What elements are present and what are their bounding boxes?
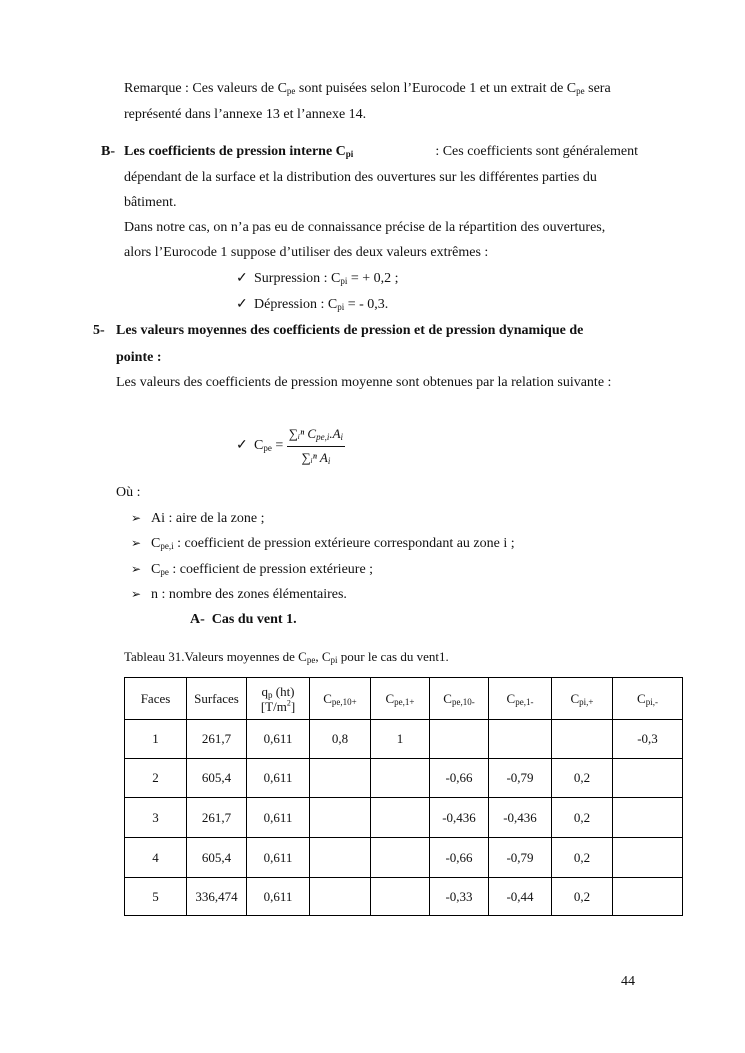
table-cell: [613, 838, 683, 878]
table-cell: 0,2: [552, 798, 613, 838]
table-cell: [310, 759, 371, 798]
table-caption: [124, 648, 449, 666]
formula-lhs-text: C: [254, 438, 264, 453]
table-cell: 261,7: [187, 798, 247, 838]
table-row: [125, 838, 683, 878]
check2-value: = - 0,3.: [344, 297, 389, 312]
formula: [236, 424, 345, 468]
table-cell: 2: [125, 759, 187, 798]
caption-text-a: Tableau 31.Valeurs moyennes de C: [124, 649, 307, 664]
bullet-item-4: [131, 585, 347, 604]
header-c: C: [506, 690, 516, 706]
table-cell: 3: [125, 798, 187, 838]
arrow-bullet-icon: ➢: [131, 511, 142, 525]
bullet-2-sub: pe,i: [160, 541, 174, 551]
formula-equals: =: [271, 438, 287, 453]
bullet-item-2: [131, 534, 515, 553]
formula-den-text: ∑ᵢⁿ A: [301, 450, 328, 465]
formula-num-text: ∑ᵢⁿ C: [288, 426, 317, 441]
header-qp-sub: p: [267, 689, 273, 700]
table-cell: 0,611: [247, 720, 310, 759]
header-c: C: [637, 690, 646, 706]
ou-label: Où :: [116, 485, 141, 500]
section-5-heading-line-2: pointe :: [116, 350, 162, 365]
section-b-line-3: bâtiment.: [124, 195, 177, 210]
caption-sub-1: pe: [306, 655, 316, 665]
table-cell: 0,2: [552, 759, 613, 798]
table-cell: -0,44: [489, 878, 552, 916]
bullet-item-1: [131, 509, 265, 528]
table-cell: -0,79: [489, 759, 552, 798]
table-cell: [310, 878, 371, 916]
section-b-line-1-rest: : Ces coefficients sont généralement: [435, 144, 638, 159]
checkmark-icon: ✓: [236, 271, 248, 286]
table-cell: 4: [125, 838, 187, 878]
table-cell: 605,4: [187, 838, 247, 878]
formula-numerator: [287, 424, 345, 447]
table-cell: 1: [125, 720, 187, 759]
table-cell: 0,611: [247, 759, 310, 798]
table-cell: 0,2: [552, 838, 613, 878]
arrow-bullet-icon: ➢: [131, 536, 142, 550]
table-cell: [310, 798, 371, 838]
table-cell: -0,436: [430, 798, 489, 838]
header-cpe10minus: [430, 678, 489, 720]
table-cell: [371, 838, 430, 878]
header-qp-close: ]: [290, 698, 296, 714]
table-cell: [430, 720, 489, 759]
section-b-heading: [124, 143, 353, 161]
table-row: [125, 759, 683, 798]
formula-den-sub: i: [327, 456, 331, 466]
formula-lhs: [254, 438, 287, 453]
table-cell: [613, 878, 683, 916]
header-cpe1plus: [371, 678, 430, 720]
section-5-marker: 5-: [93, 323, 105, 338]
caption-sub-2: pi: [330, 655, 338, 665]
check2-sub: pi: [337, 302, 345, 312]
check2-text: Dépression : C: [254, 297, 338, 312]
table-cell: -0,3: [613, 720, 683, 759]
formula-num-sub: pe,i: [316, 432, 330, 442]
subsection-a-heading: A- Cas du vent 1.: [190, 612, 297, 627]
check1-sub: pi: [340, 276, 348, 286]
header-sub: pe,1+: [394, 696, 415, 707]
check-item-surpression: [236, 270, 399, 288]
table-cell: [613, 798, 683, 838]
formula-fraction: [287, 424, 345, 468]
table-cell: 0,611: [247, 878, 310, 916]
table-cell: 0,611: [247, 838, 310, 878]
table-cell: [310, 838, 371, 878]
section-b-line-2: dépendant de la surface et la distribution des ouvertures sur les différentes parties du: [124, 170, 597, 185]
check1-text: Surpression : C: [254, 271, 341, 286]
header-cpiminus: [613, 678, 683, 720]
header-qp-text: q: [261, 683, 268, 699]
section-b-line-1: [124, 143, 638, 161]
table-cell: 0,8: [310, 720, 371, 759]
table-row: [125, 878, 683, 916]
section-5-heading-line-1: Les valeurs moyennes des coefficients de pression et de pression dynamique de: [116, 323, 584, 338]
table-cell: 5: [125, 878, 187, 916]
header-qp-ht: (ht): [272, 683, 295, 699]
table-cell: -0,66: [430, 838, 489, 878]
header-qp-unit: [T/m: [260, 698, 287, 714]
header-sub: pi,-: [645, 696, 658, 707]
caption-text-b: , C: [315, 649, 331, 664]
section-b-line-5: alors l’Eurocode 1 suppose d’utiliser des deux valeurs extrêmes :: [124, 245, 489, 260]
table-cell: 0,2: [552, 878, 613, 916]
formula-lhs-sub: pe: [263, 443, 272, 453]
header-cpe1minus: [489, 678, 552, 720]
values-table: [124, 677, 683, 916]
table-cell: 605,4: [187, 759, 247, 798]
check1-value: = + 0,2 ;: [347, 271, 399, 286]
section-b-heading-text: Les coefficients de pression interne C: [124, 144, 346, 159]
header-cpe10plus: [310, 678, 371, 720]
remarque-text-b: sont puisées selon l’Eurocode 1 et un extrait de C: [295, 81, 577, 96]
table-cell: 261,7: [187, 720, 247, 759]
header-c: C: [570, 690, 580, 706]
table-cell: -0,79: [489, 838, 552, 878]
bullet-item-3: [131, 560, 373, 579]
check-item-depression: [236, 296, 388, 314]
remarque-text-a: Remarque : Ces valeurs de C: [124, 81, 287, 96]
section-b-marker: B-: [101, 144, 115, 159]
formula-denominator: [301, 447, 330, 468]
remarque-sub-1: pe: [286, 86, 296, 96]
bullet-2-text: C: [151, 536, 161, 551]
arrow-bullet-icon: ➢: [131, 562, 142, 576]
table-row: [125, 798, 683, 838]
page-number: 44: [621, 974, 635, 989]
remarque-sub-2: pe: [576, 86, 585, 96]
header-c: C: [443, 690, 452, 706]
header-c: C: [385, 690, 395, 706]
remarque-line-2: représenté dans l’annexe 13 et l’annexe 14.: [124, 107, 367, 122]
table-cell: -0,436: [489, 798, 552, 838]
table-row: [125, 720, 683, 759]
section-b-line-4: Dans notre cas, on n’a pas eu de connaissance précise de la répartition des ouvertures,: [124, 220, 606, 235]
formula-num-rest-sub: i: [340, 432, 344, 442]
bullet-4-text: n : nombre des zones élémentaires.: [151, 587, 347, 602]
header-sub: pe,1-: [515, 696, 534, 707]
table-cell: 1: [371, 720, 430, 759]
table-cell: -0,66: [430, 759, 489, 798]
bullet-1-text: Ai : aire de la zone ;: [151, 511, 265, 526]
table-cell: [371, 759, 430, 798]
checkmark-icon: ✓: [236, 438, 248, 453]
table-cell: 336,474: [187, 878, 247, 916]
header-cpiplus: [552, 678, 613, 720]
table-cell: -0,33: [430, 878, 489, 916]
section-b-heading-sub: pi: [345, 149, 354, 159]
bullet-3-rest: : coefficient de pression extérieure ;: [168, 562, 374, 577]
arrow-bullet-icon: ➢: [131, 587, 142, 601]
bullet-3-text: C: [151, 562, 161, 577]
header-sub: pe,10-: [451, 696, 475, 707]
header-sub: pi,+: [579, 696, 594, 707]
remarque-line-1: [124, 80, 611, 98]
header-c: C: [323, 690, 332, 706]
header-surfaces: Surfaces: [187, 678, 247, 720]
bullet-3-sub: pe: [160, 567, 169, 577]
table-cell: [371, 878, 430, 916]
table-cell: 0,611: [247, 798, 310, 838]
bullet-2-rest: : coefficient de pression extérieure correspondant au zone i ;: [173, 536, 515, 551]
table-header-row: [125, 678, 683, 720]
formula-num-rest: .A: [329, 426, 341, 441]
section-5-text: Les valeurs des coefficients de pression moyenne sont obtenues par la relation suivante :: [116, 375, 612, 390]
checkmark-icon: ✓: [236, 297, 248, 312]
remarque-text-c: sera: [584, 81, 611, 96]
header-faces: Faces: [125, 678, 187, 720]
table-cell: [613, 759, 683, 798]
table-cell: [552, 720, 613, 759]
caption-text-c: pour le cas du vent1.: [337, 649, 449, 664]
header-qp-sup: 2: [286, 698, 291, 708]
table-cell: [371, 798, 430, 838]
header-qp: [247, 678, 310, 720]
table-cell: [489, 720, 552, 759]
header-sub: pe,10+: [331, 696, 357, 707]
